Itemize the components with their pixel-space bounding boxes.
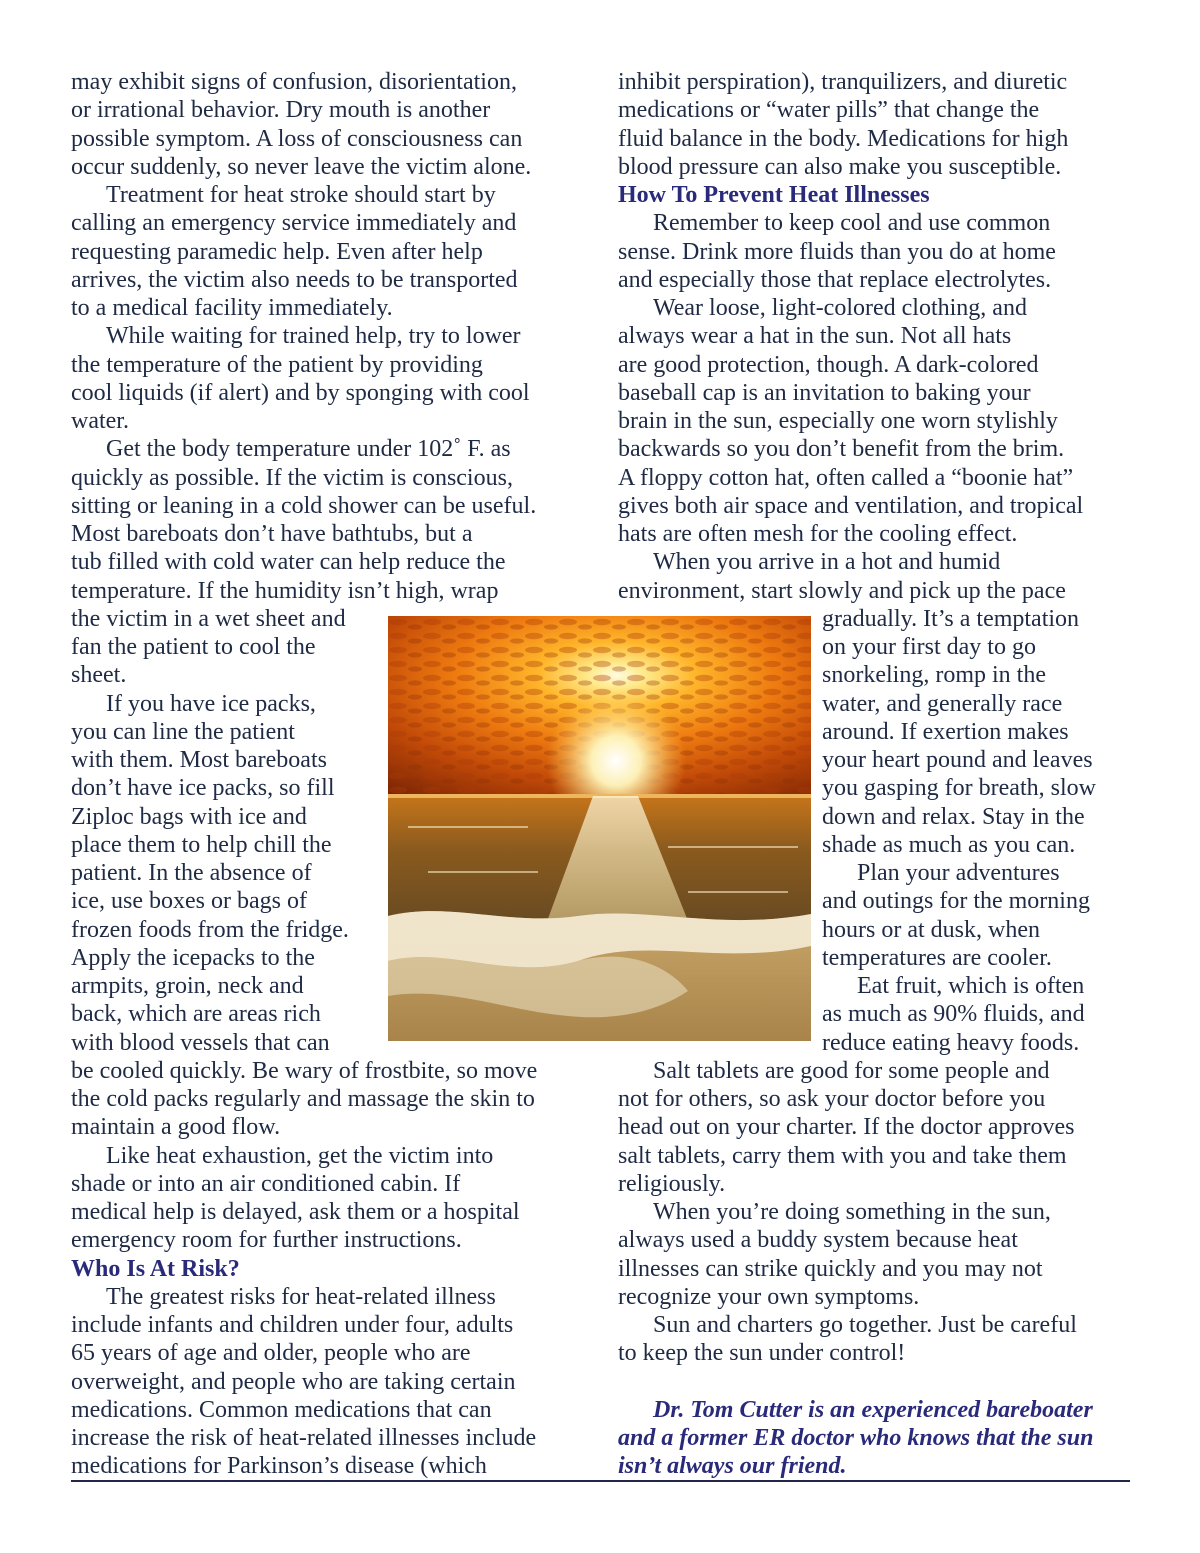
text-line: the temperature of the patient by providing: [71, 351, 483, 378]
text-line: emergency room for further instructions.: [71, 1227, 462, 1254]
text-line: on your first day to go: [822, 634, 1036, 660]
text-line: overweight, and people who are taking certain: [71, 1368, 516, 1395]
text-line: sitting or leaning in a cold shower can be useful.: [71, 492, 537, 519]
text-line: always wear a hat in the sun. Not all hats: [618, 323, 1012, 350]
text-line: may exhibit signs of confusion, disorientation,: [71, 69, 517, 95]
text-line: and outings for the morning: [822, 888, 1090, 915]
text-line: frozen foods from the fridge.: [71, 916, 349, 943]
text-line: reduce eating heavy foods.: [822, 1029, 1080, 1056]
section-heading: Who Is At Risk?: [71, 1255, 240, 1282]
text-line: you can line the patient: [71, 718, 295, 745]
text-line: ice, use boxes or bags of: [71, 888, 307, 915]
text-line: with blood vessels that can: [71, 1029, 330, 1056]
text-line: salt tablets, carry them with you and take them: [618, 1142, 1067, 1169]
text-line: Like heat exhaustion, get the victim into: [106, 1142, 494, 1169]
text-line: sheet.: [71, 662, 127, 689]
text-line: the victim in a wet sheet and: [71, 605, 346, 632]
text-line: The greatest risks for heat-related illness: [106, 1283, 496, 1310]
text-line: medical help is delayed, ask them or a hospital: [71, 1199, 520, 1225]
sunset-beach-photo: [388, 616, 811, 1041]
text-line: Sun and charters go together. Just be careful: [653, 1312, 1077, 1338]
bottom-rule: [71, 1480, 1130, 1482]
text-line: patient. In the absence of: [71, 860, 312, 886]
text-line: When you arrive in a hot and humid: [653, 549, 1001, 576]
text-line: temperatures are cooler.: [822, 944, 1052, 971]
text-line: snorkeling, romp in the: [822, 662, 1046, 689]
text-line: calling an emergency service immediately and: [71, 210, 517, 237]
text-line: to keep the sun under control!: [618, 1340, 906, 1367]
text-line: medications or “water pills” that change the: [618, 97, 1040, 124]
text-line: Apply the icepacks to the: [71, 944, 315, 971]
text-line: head out on your charter. If the doctor approves: [618, 1114, 1075, 1141]
text-line: Treatment for heat stroke should start by: [106, 182, 496, 208]
text-line: increase the risk of heat-related illnesses include: [71, 1425, 537, 1451]
text-line: or irrational behavior. Dry mouth is another: [71, 97, 491, 124]
text-line: as much as 90% fluids, and: [822, 1001, 1085, 1028]
text-line: If you have ice packs,: [106, 690, 316, 717]
text-line: 65 years of age and older, people who are: [71, 1340, 471, 1367]
text-line: backwards so you don’t benefit from the brim.: [618, 436, 1065, 463]
text-line: be cooled quickly. Be wary of frostbite, so move: [71, 1057, 538, 1084]
text-line: When you’re doing something in the sun,: [653, 1199, 1051, 1225]
text-line: [618, 1368, 1133, 1396]
author-bio-line: isn’t always our friend.: [618, 1453, 847, 1480]
author-bio-line: Dr. Tom Cutter is an experienced bareboater: [653, 1396, 1093, 1423]
text-line: religiously.: [618, 1170, 726, 1197]
text-line: arrives, the victim also needs to be transported: [71, 266, 518, 293]
text-line: fluid balance in the body. Medications for high: [618, 125, 1069, 152]
text-line: water, and generally race: [822, 690, 1063, 717]
text-line: quickly as possible. If the victim is conscious,: [71, 464, 513, 491]
text-line: around. If exertion makes: [822, 718, 1069, 745]
text-line: the cold packs regularly and massage the skin to: [71, 1086, 535, 1112]
text-line: you gasping for breath, slow: [822, 775, 1096, 802]
text-line: occur suddenly, so never leave the victim alone.: [71, 153, 532, 180]
text-line: back, which are areas rich: [71, 1001, 321, 1028]
text-line: don’t have ice packs, so fill: [71, 775, 335, 802]
text-line: sense. Drink more fluids than you do at home: [618, 238, 1056, 265]
section-heading: How To Prevent Heat Illnesses: [618, 182, 930, 208]
text-line: Plan your adventures: [857, 860, 1060, 886]
text-line: always used a buddy system because heat: [618, 1227, 1018, 1254]
text-line: shade as much as you can.: [822, 831, 1076, 858]
text-line: cool liquids (if alert) and by sponging with cool: [71, 379, 530, 406]
text-line: Remember to keep cool and use common: [653, 210, 1051, 237]
text-line: with them. Most bareboats: [71, 747, 327, 773]
text-line: Wear loose, light-colored clothing, and: [653, 295, 1027, 321]
text-line: blood pressure can also make you susceptible.: [618, 153, 1062, 180]
text-line: baseball cap is an invitation to baking your: [618, 379, 1031, 406]
text-line: fan the patient to cool the: [71, 634, 316, 660]
text-line: A floppy cotton hat, often called a “boonie hat”: [618, 464, 1074, 491]
text-line: Most bareboats don’t have bathtubs, but a: [71, 521, 473, 547]
text-line: environment, start slowly and pick up the pace: [618, 577, 1066, 604]
text-line: medications for Parkinson’s disease (which: [71, 1453, 487, 1480]
text-line: Ziploc bags with ice and: [71, 803, 307, 830]
text-line: water.: [71, 408, 129, 434]
text-line: and especially those that replace electrolytes.: [618, 266, 1052, 293]
text-line: medications. Common medications that can: [71, 1396, 492, 1423]
text-line: place them to help chill the: [71, 831, 332, 858]
text-line: are good protection, though. A dark-colored: [618, 351, 1039, 378]
text-line: hats are often mesh for the cooling effect.: [618, 521, 1018, 547]
text-line: gives both air space and ventilation, and tropical: [618, 492, 1084, 519]
text-line: inhibit perspiration), tranquilizers, and diuretic: [618, 69, 1068, 95]
text-line: your heart pound and leaves: [822, 747, 1093, 773]
text-line: Eat fruit, which is often: [857, 973, 1085, 999]
text-line: armpits, groin, neck and: [71, 973, 304, 999]
text-line: recognize your own symptoms.: [618, 1283, 920, 1310]
text-line: Get the body temperature under 102˚ F. as: [106, 436, 511, 463]
text-line: possible symptom. A loss of consciousness can: [71, 125, 523, 152]
text-line: requesting paramedic help. Even after help: [71, 238, 483, 265]
text-line: maintain a good flow.: [71, 1114, 281, 1141]
text-line: illnesses can strike quickly and you may not: [618, 1255, 1043, 1282]
text-line: shade or into an air conditioned cabin. If: [71, 1170, 461, 1197]
text-line: temperature. If the humidity isn’t high, wrap: [71, 577, 499, 604]
text-line: down and relax. Stay in the: [822, 803, 1085, 830]
text-line: hours or at dusk, when: [822, 916, 1040, 943]
author-bio-line: and a former ER doctor who knows that the sun: [618, 1425, 1094, 1451]
text-line: include infants and children under four, adults: [71, 1312, 514, 1338]
text-line: Salt tablets are good for some people and: [653, 1057, 1050, 1084]
text-line: gradually. It’s a temptation: [822, 605, 1080, 632]
text-line: While waiting for trained help, try to lower: [106, 323, 521, 350]
text-line: brain in the sun, especially one worn stylishly: [618, 408, 1058, 434]
text-line: not for others, so ask your doctor before you: [618, 1086, 1046, 1112]
text-line: to a medical facility immediately.: [71, 295, 393, 321]
text-line: tub filled with cold water can help reduce the: [71, 549, 506, 576]
